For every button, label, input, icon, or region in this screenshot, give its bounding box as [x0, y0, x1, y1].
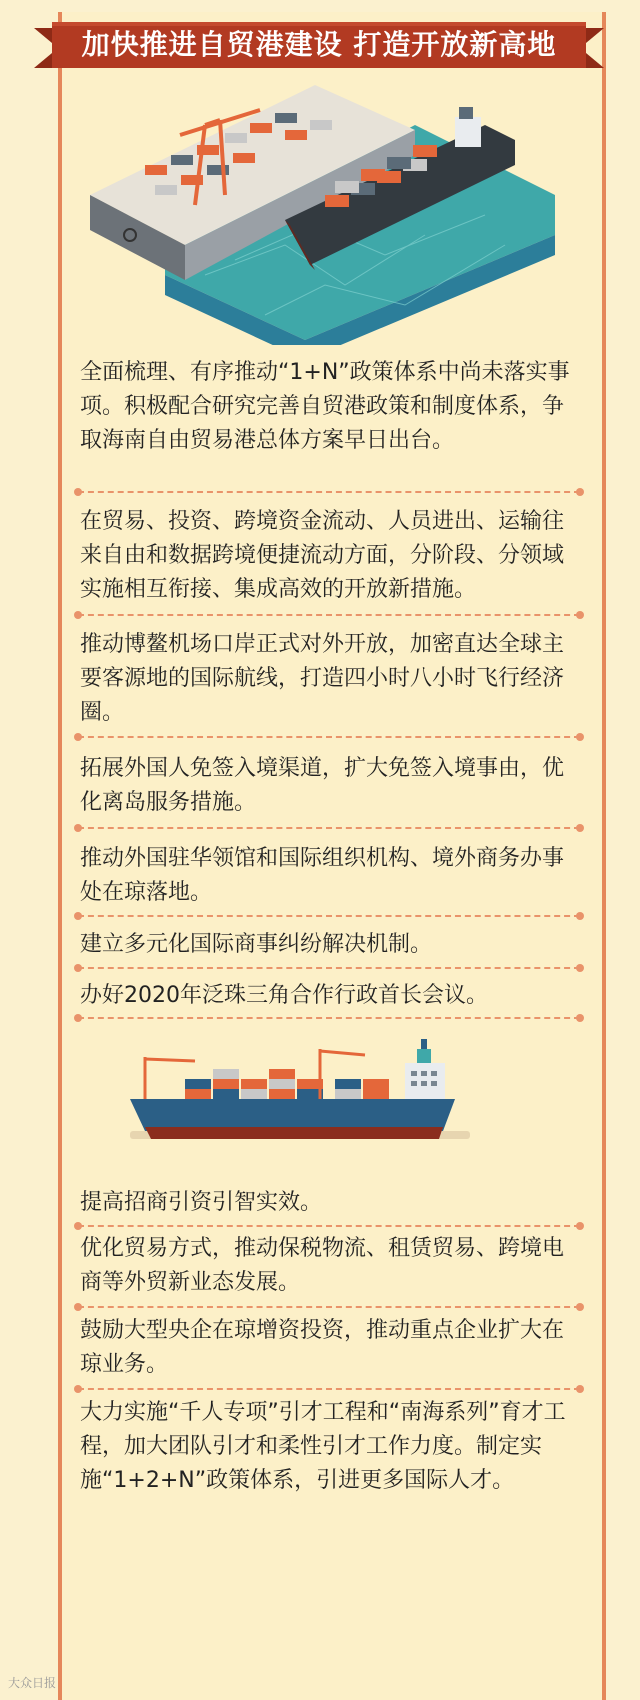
divider [78, 915, 580, 917]
divider [78, 1388, 580, 1390]
list-item: 推动博鳌机场口岸正式对外开放，加密直达全球主要客源地的国际航线，打造四小时八小时飞行经济圈。 [80, 632, 565, 725]
list-item: 提高招商引资引智实效。 [80, 1190, 323, 1215]
list-item: 大力实施“千人专项”引才工程和“南海系列”育才工程，加大团队引才和柔性引才工作力度。制定实施“1+2+N”政策体系，引进更多国际人才。 [80, 1400, 566, 1493]
title-banner [34, 20, 604, 76]
list-item: 全面梳理、有序推动“1+N”政策体系中尚未落实事项。积极配合研究完善自贸港政策和制度体系，争取海南自由贸易港总体方案早日出台。 [80, 360, 570, 453]
list-item: 推动外国驻华领馆和国际组织机构、境外商务办事处在琼落地。 [80, 846, 565, 905]
divider [78, 1306, 580, 1308]
divider [78, 967, 580, 969]
list-item: 优化贸易方式，推动保税物流、租赁贸易、跨境电商等外贸新业态发展。 [80, 1236, 565, 1295]
divider [78, 827, 580, 829]
list-item: 鼓励大型央企在琼增资投资，推动重点企业扩大在琼业务。 [80, 1318, 565, 1377]
cargo-ship-illustration [125, 1035, 475, 1150]
page-title: 加快推进自贸港建设 打造开放新高地 [81, 28, 557, 61]
divider [78, 491, 580, 493]
divider [78, 614, 580, 616]
list-item: 办好2020年泛珠三角合作行政首长会议。 [80, 983, 488, 1008]
divider [78, 1017, 580, 1019]
list-item: 拓展外国人免签入境渠道，扩大免签入境事由，优化离岛服务措施。 [80, 756, 565, 815]
divider [78, 1225, 580, 1227]
divider [78, 736, 580, 738]
port-illustration [85, 85, 565, 345]
list-item: 在贸易、投资、跨境资金流动、人员进出、运输往来自由和数据跨境便捷流动方面，分阶段、分领域实施相互衔接、集成高效的开放新措施。 [80, 509, 565, 602]
watermark: 大众日报 [8, 1676, 57, 1690]
list-item: 建立多元化国际商事纠纷解决机制。 [80, 932, 433, 957]
